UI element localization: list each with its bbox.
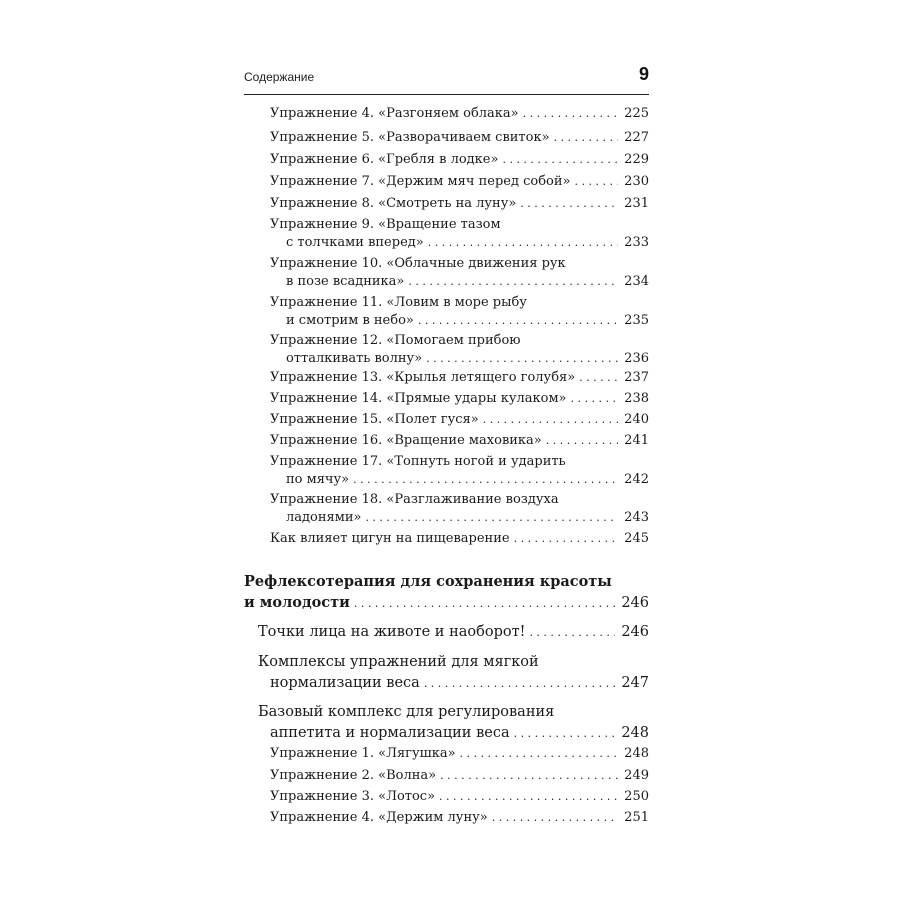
toc-entry-page: 227	[624, 130, 649, 145]
leader-dots	[571, 392, 619, 405]
leader-dots	[574, 175, 618, 188]
toc-entry-page: 249	[624, 768, 649, 783]
toc-entry[interactable]	[270, 196, 649, 211]
toc-entry-page: 236	[624, 351, 649, 366]
toc-entry-page: 240	[624, 412, 649, 427]
toc-subsection-title: нормализации веса	[270, 675, 420, 691]
toc-entry-first-line[interactable]: Упражнение 11. «Ловим в море рыбу	[270, 295, 527, 310]
toc-entry[interactable]	[270, 174, 649, 189]
toc-entry[interactable]	[270, 412, 649, 427]
leader-dots	[440, 769, 618, 782]
leader-dots	[424, 677, 616, 690]
toc-entry-title: Упражнение 13. «Крылья летящего голубя»	[270, 370, 576, 385]
section-heading-page: 246	[621, 595, 649, 611]
toc-entry-title: Упражнение 1. «Лягушка»	[270, 746, 456, 761]
toc-entry-first-line[interactable]: Упражнение 17. «Топнуть ногой и ударить	[270, 454, 566, 469]
leader-dots	[514, 532, 619, 545]
leader-dots	[523, 107, 619, 120]
running-header-title: Содержание	[244, 70, 315, 84]
section-heading-first-line[interactable]: Рефлексотерапия для сохранения красоты	[244, 573, 612, 590]
toc-entry-title: Упражнение 8. «Смотреть на луну»	[270, 196, 517, 211]
toc-entry[interactable]	[270, 789, 649, 804]
toc-entry-title: Упражнение 6. «Гребля в лодке»	[270, 152, 499, 167]
toc-entry-title: Упражнение 5. «Разворачиваем свиток»	[270, 130, 550, 145]
section-heading-title: и молодости	[244, 594, 350, 611]
toc-entry-first-line[interactable]: Упражнение 9. «Вращение тазом	[270, 217, 501, 232]
toc-entry[interactable]	[270, 106, 649, 121]
toc-entry-title: Упражнение 2. «Волна»	[270, 768, 437, 783]
leader-dots	[426, 352, 618, 365]
leader-dots	[365, 511, 618, 524]
leader-dots	[354, 597, 615, 610]
toc-entry-title: ладонями»	[286, 510, 362, 525]
toc-subsection-first-line[interactable]: Базовый комплекс для регулирования	[258, 704, 555, 720]
toc-entry-page: 230	[624, 174, 649, 189]
toc-subsection[interactable]	[258, 624, 649, 640]
toc-entry-page: 245	[624, 531, 649, 546]
toc-entry-title: по мячу»	[286, 472, 350, 487]
leader-dots	[514, 727, 616, 740]
toc-entry-page: 233	[624, 235, 649, 250]
toc-entry-page: 248	[624, 746, 649, 761]
toc-subsection-page: 247	[621, 675, 649, 691]
toc-entry-page: 241	[624, 433, 649, 448]
toc-entry[interactable]	[270, 370, 649, 385]
toc-entry-page: 225	[624, 106, 649, 121]
leader-dots	[502, 153, 618, 166]
toc-entry[interactable]	[270, 810, 649, 825]
toc-entry-title: Упражнение 16. «Вращение маховика»	[270, 433, 542, 448]
leader-dots	[418, 314, 618, 327]
toc-subsection[interactable]	[270, 725, 649, 741]
toc-subsection-page: 248	[621, 725, 649, 741]
toc-entry-page: 235	[624, 313, 649, 328]
toc-entry-page: 242	[624, 472, 649, 487]
toc-entry[interactable]	[270, 746, 649, 761]
toc-entry-title: Упражнение 15. «Полет гуся»	[270, 412, 479, 427]
leader-dots	[520, 197, 618, 210]
leader-dots	[546, 434, 618, 447]
toc-entry-page: 251	[624, 810, 649, 825]
toc-subsection-page: 246	[621, 624, 649, 640]
toc-entry[interactable]	[286, 472, 649, 487]
toc-entry-title: Упражнение 14. «Прямые удары кулаком»	[270, 391, 567, 406]
running-header	[244, 64, 649, 95]
toc-subsection-title: Точки лица на животе и наоборот!	[258, 624, 526, 640]
toc-entry-page: 234	[624, 274, 649, 289]
leader-dots	[492, 811, 618, 824]
toc-entry[interactable]	[270, 130, 649, 145]
toc-entry-title: Как влияет цигун на пищеварение	[270, 531, 510, 546]
leader-dots	[579, 371, 618, 384]
toc-entry[interactable]	[270, 152, 649, 167]
toc-entry-page: 229	[624, 152, 649, 167]
page-number: 9	[638, 64, 649, 84]
leader-dots	[529, 626, 615, 639]
toc-entry-page: 250	[624, 789, 649, 804]
toc-entry-page: 238	[624, 391, 649, 406]
toc-entry-first-line[interactable]: Упражнение 12. «Помогаем прибою	[270, 333, 521, 348]
toc-entry-page: 231	[624, 196, 649, 211]
leader-dots	[439, 790, 618, 803]
toc-entry-title: с толчками вперед»	[286, 235, 424, 250]
toc-entry-first-line[interactable]: Упражнение 10. «Облачные движения рук	[270, 256, 566, 271]
toc-subsection[interactable]	[270, 675, 649, 691]
leader-dots	[554, 131, 619, 144]
toc-entry-title: Упражнение 3. «Лотос»	[270, 789, 436, 804]
toc-entry-first-line[interactable]: Упражнение 18. «Разглаживание воздуха	[270, 492, 559, 507]
toc-entry[interactable]	[286, 510, 649, 525]
toc-entry[interactable]	[286, 351, 649, 366]
toc-entry-title: Упражнение 7. «Держим мяч перед собой»	[270, 174, 571, 189]
toc-subsection-first-line[interactable]: Комплексы упражнений для мягкой	[258, 654, 539, 670]
toc-entry-page: 243	[624, 510, 649, 525]
toc-entry[interactable]	[270, 768, 649, 783]
section-heading[interactable]	[244, 594, 649, 611]
toc-entry[interactable]	[270, 433, 649, 448]
toc-entry-title: отталкивать волну»	[286, 351, 423, 366]
leader-dots	[353, 473, 618, 486]
toc-entry-title: в позе всадника»	[286, 274, 405, 289]
toc-entry-title: Упражнение 4. «Разгоняем облака»	[270, 106, 519, 121]
toc-subsection-title: аппетита и нормализации веса	[270, 725, 510, 741]
toc-entry[interactable]	[270, 391, 649, 406]
toc-entry[interactable]	[286, 313, 649, 328]
toc-entry[interactable]	[286, 235, 649, 250]
toc-entry-title: Упражнение 4. «Держим луну»	[270, 810, 488, 825]
leader-dots	[408, 275, 618, 288]
toc-entry[interactable]	[270, 531, 649, 546]
toc-entry[interactable]	[286, 274, 649, 289]
leader-dots	[483, 413, 618, 426]
leader-dots	[460, 747, 619, 760]
toc-entry-page: 237	[624, 370, 649, 385]
leader-dots	[428, 236, 618, 249]
toc-entry-title: и смотрим в небо»	[286, 313, 414, 328]
